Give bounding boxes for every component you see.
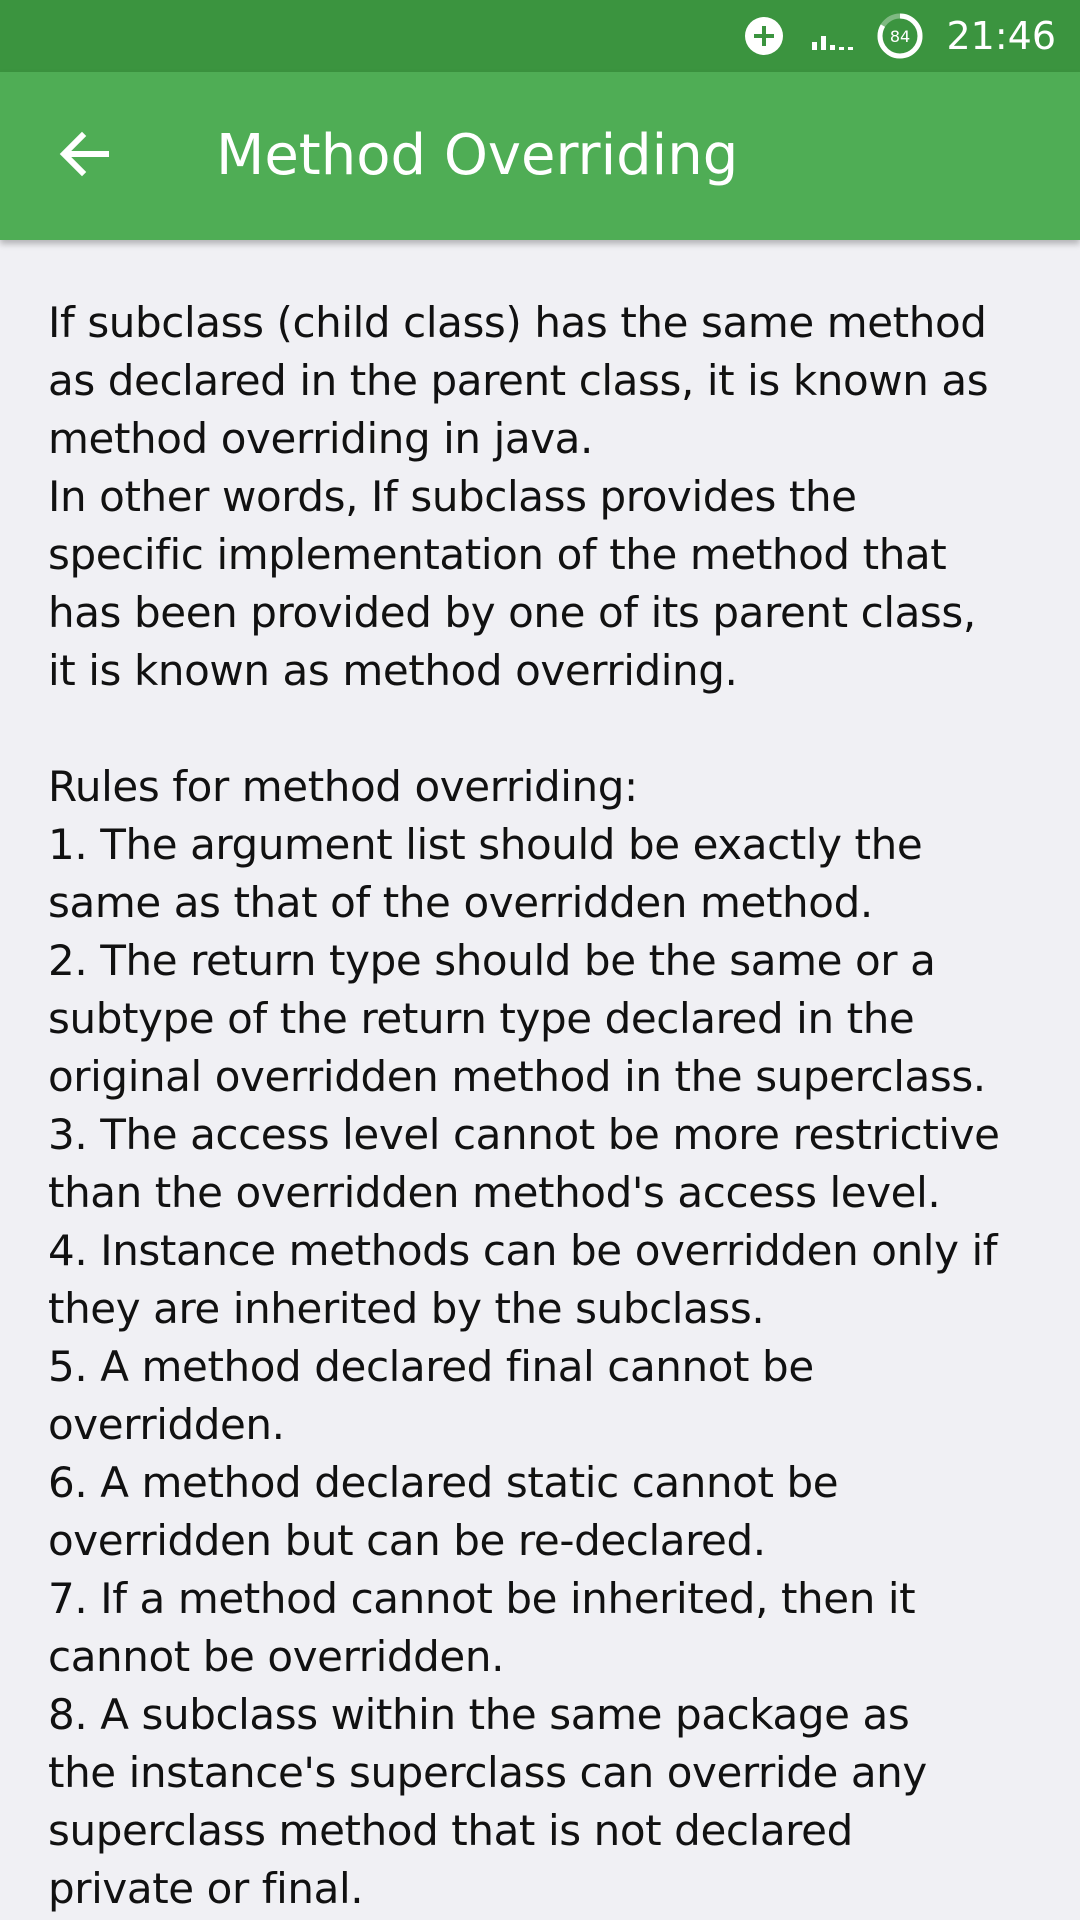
- paragraph-gap: [48, 700, 1048, 758]
- intro-line: it is known as method overriding.: [48, 646, 738, 695]
- intro-line: has been provided by one of its parent class,: [48, 588, 976, 637]
- rule-line: 3. The access level cannot be more restrictive: [48, 1110, 1000, 1159]
- status-bar: [0, 0, 1080, 72]
- add-circle-icon: [744, 16, 784, 56]
- rule-line: they are inherited by the subclass.: [48, 1284, 765, 1333]
- rule-line: superclass method that is not declared: [48, 1806, 853, 1855]
- rule-line: 2. The return type should be the same or a: [48, 936, 936, 985]
- rule-line: 5. A method declared final cannot be: [48, 1342, 814, 1391]
- rule-line: 7. If a method cannot be inherited, then it: [48, 1574, 916, 1623]
- article-body: [48, 294, 1048, 1918]
- arrow-left-icon: [56, 126, 112, 186]
- app-bar: [0, 72, 1080, 240]
- rule-line: 4. Instance methods can be overridden only if: [48, 1226, 998, 1275]
- intro-line: method overriding in java.: [48, 414, 593, 463]
- intro-line: In other words, If subclass provides the: [48, 472, 857, 521]
- rule-line: private or final.: [48, 1864, 364, 1913]
- signal-icon: [806, 16, 854, 56]
- rule-line: overridden but can be re-declared.: [48, 1516, 766, 1565]
- rule-line: 6. A method declared static cannot be: [48, 1458, 839, 1507]
- rule-line: 1. The argument list should be exactly the: [48, 820, 923, 869]
- rule-line: the instance's superclass can override any: [48, 1748, 927, 1797]
- battery-icon: [876, 12, 924, 60]
- rule-line: 8. A subclass within the same package as: [48, 1690, 910, 1739]
- rule-line: overridden.: [48, 1400, 285, 1449]
- rule-line: than the overridden method's access level.: [48, 1168, 941, 1217]
- status-icons: [744, 0, 1056, 72]
- status-time: 21:46: [946, 14, 1056, 58]
- rule-line: same as that of the overridden method.: [48, 878, 873, 927]
- intro-line: If subclass (child class) has the same method: [48, 298, 987, 347]
- intro-line: specific implementation of the method that: [48, 530, 947, 579]
- page-title: Method Overriding: [216, 123, 739, 188]
- rules-heading: Rules for method overriding:: [48, 762, 638, 811]
- rule-line: subtype of the return type declared in the: [48, 994, 915, 1043]
- rule-line: original overridden method in the superclass.: [48, 1052, 986, 1101]
- rule-line: cannot be overridden.: [48, 1632, 505, 1681]
- intro-line: as declared in the parent class, it is known as: [48, 356, 989, 405]
- battery-level: 84: [890, 27, 911, 46]
- back-button[interactable]: [40, 112, 128, 200]
